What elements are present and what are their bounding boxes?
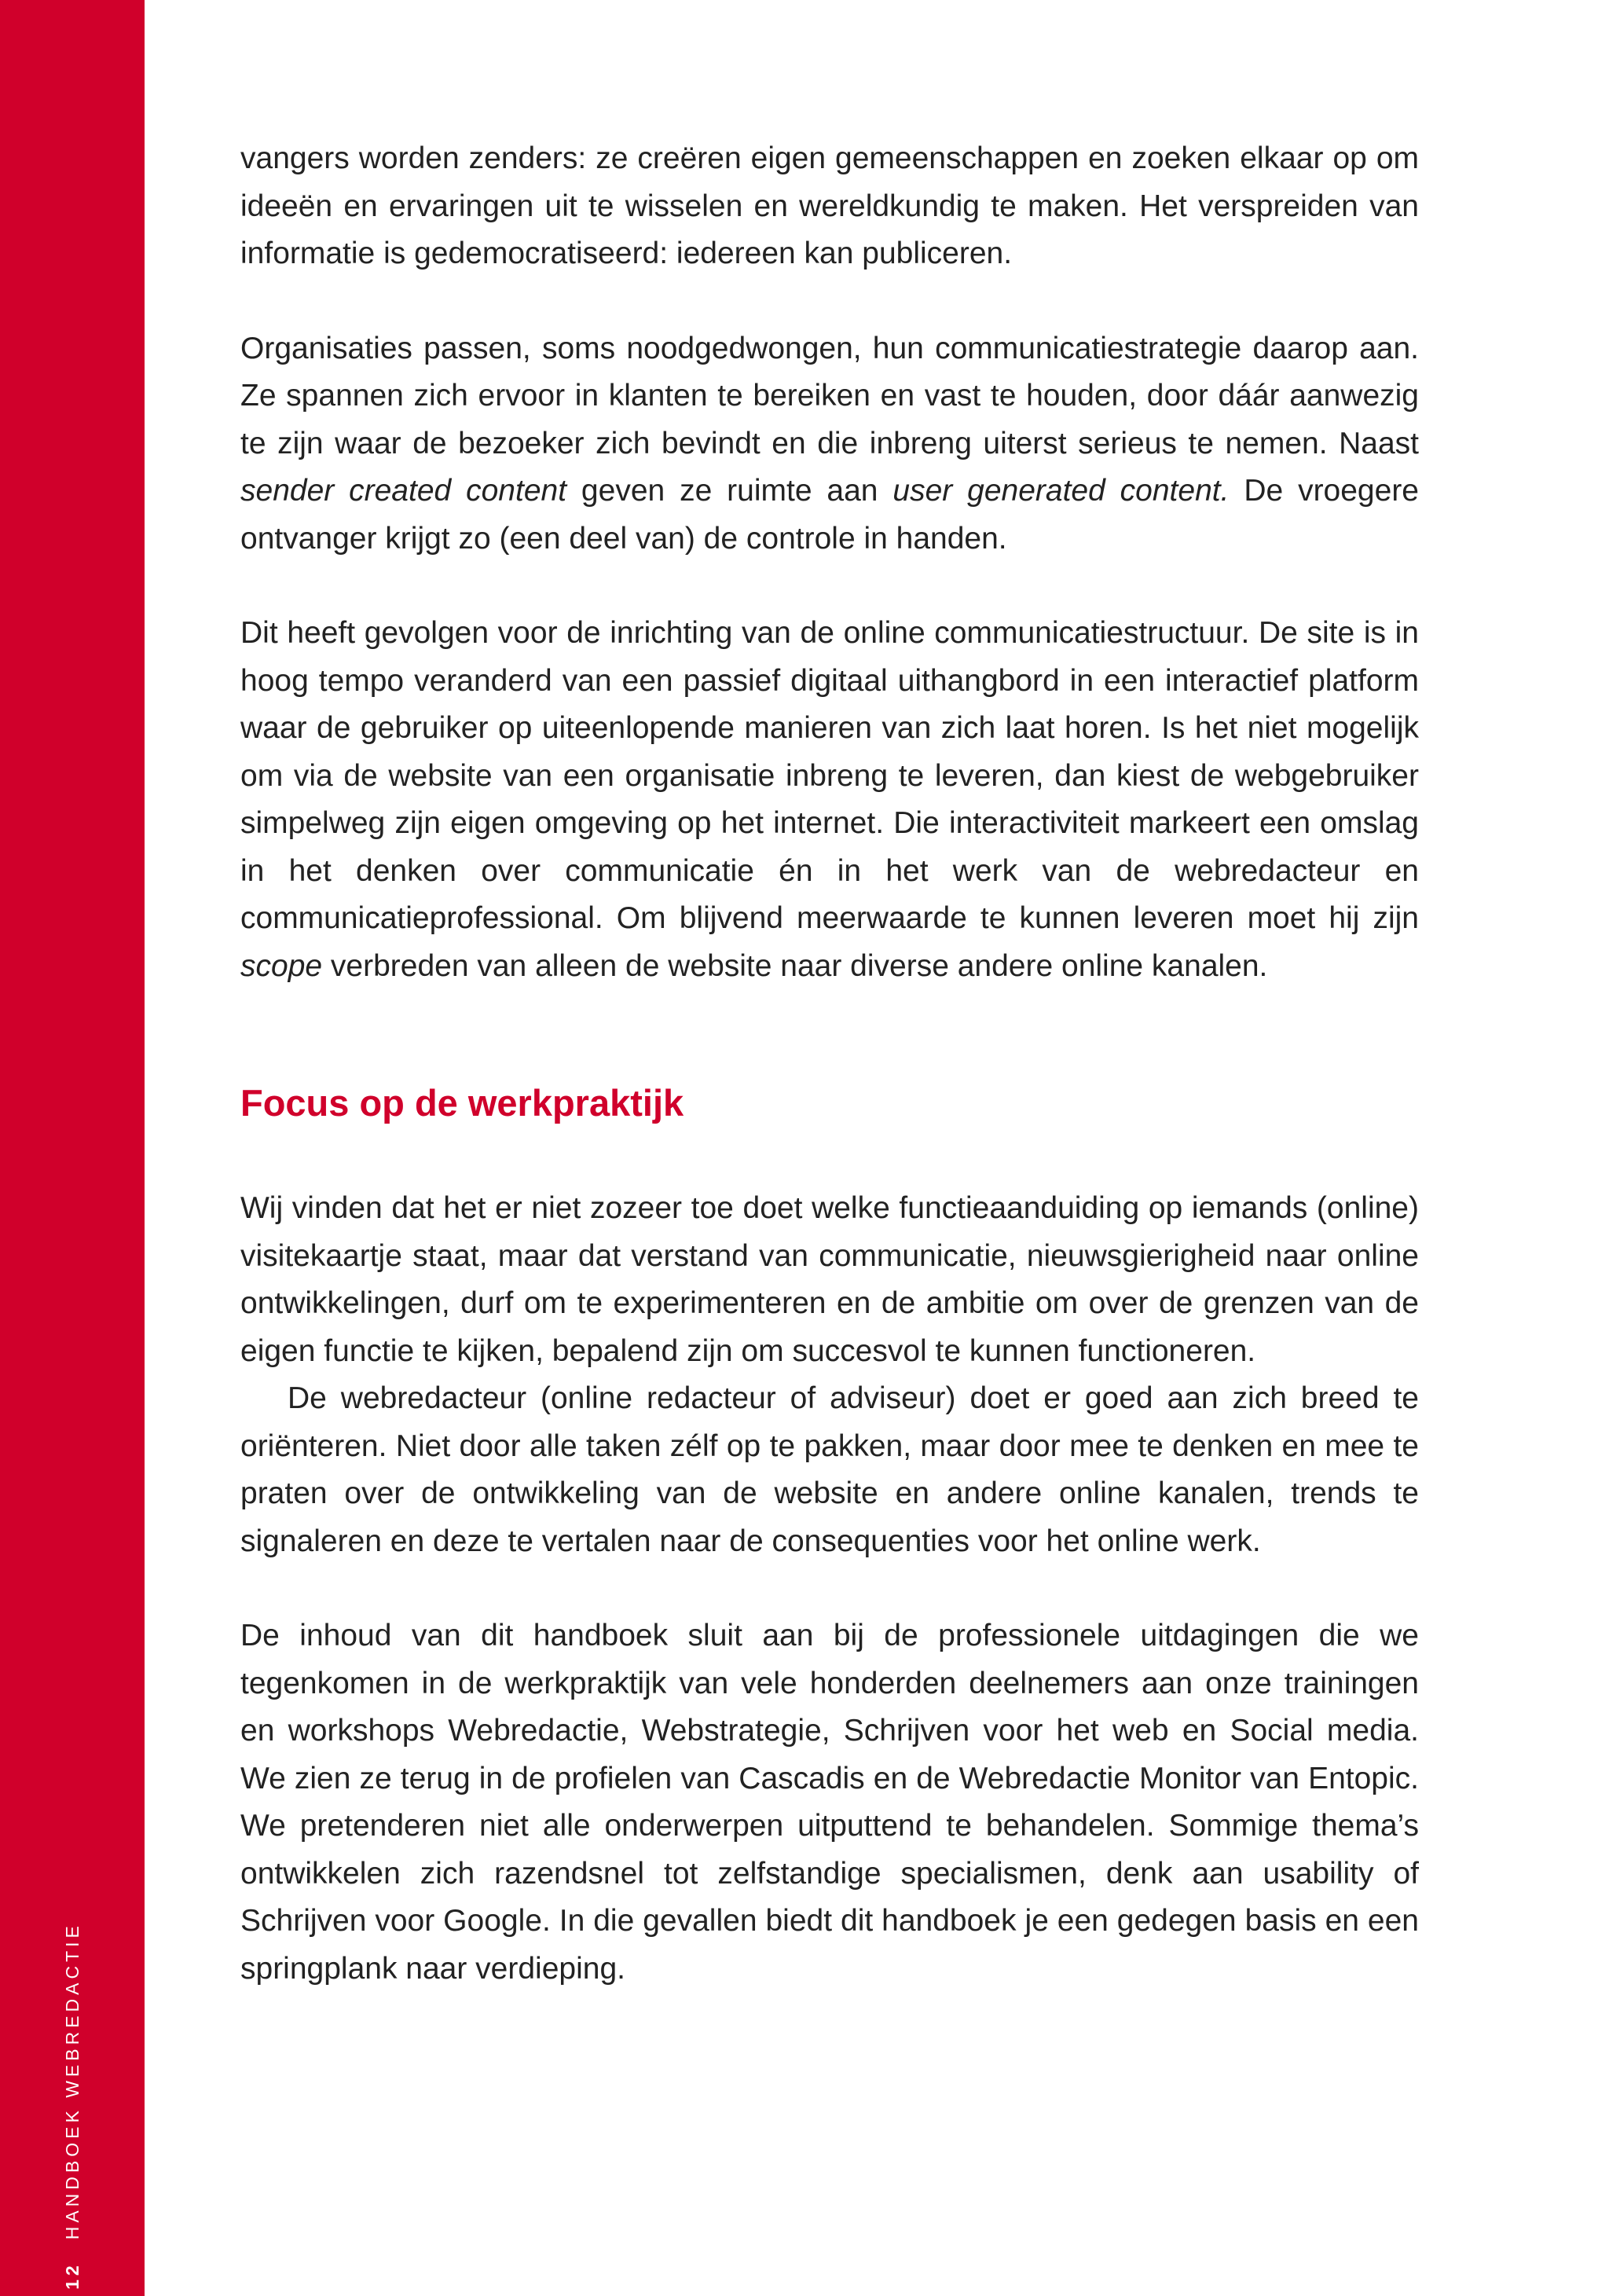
paragraph-2-text-b: geven ze ruimte aan [566,474,893,508]
page-body [240,135,1419,1993]
sidebar-band [0,0,145,2296]
paragraph-3 [240,610,1419,990]
running-head [60,1922,84,2290]
paragraph-2-emphasis-2: user generated content. [892,474,1230,508]
paragraph-4: Wij vinden dat het er niet zozeer toe doet welke functieaanduiding op iemands (online) visitekaartje staat, maar dat verstand van communicatie, nieuwsgierigheid naar online ontwikkelingen, durf om te experimenteren en de ambitie om over de grenzen van de eigen functie te kijken, bepalend zijn om succesvol te kunnen functioneren. [240,1191,1419,1368]
paragraph-2-text-c: De vroegere ontvanger krijgt zo (een deel van) de controle in handen. [240,474,1419,556]
section-heading: Focus op de werkpraktijk [240,1082,684,1124]
paragraph-5: De webredacteur (online redacteur of adviseur) doet er goed aan zich breed te oriënteren. Niet door alle taken zélf op te pakken, maar door mee te denken en mee te praten over de ontwikkeling van de website en andere online kanalen, trends te signaleren en deze te vertalen naar de consequenties voor het online werk. [240,1381,1419,1558]
paragraph-2-text-a: Organisaties passen, soms noodgedwongen, hun communicatiestrategie daarop aan. Ze spannen zich ervoor in klanten te bereiken en vast te houden, door dáár aanwezig te zijn waar de bezoeker zich bevindt en die inbreng uiterst serieus te nemen. Naast [240,331,1419,460]
book-title: HANDBOEK WEBREDACTIE [62,1922,82,2240]
page-number: 12 [62,2261,82,2290]
paragraph-6: De inhoud van dit handboek sluit aan bij de professionele uitdagingen die we tegenkomen in de werkpraktijk van vele honderden deelnemers aan onze trainingen en workshops Webredactie, Webstrategie, Schrijven voor het web en Social media. We zien ze terug in de profielen van Cascadis en de Webredactie Monitor van Entopic. We pretenderen niet alle onderwerpen uitputtend te behandelen. Sommige thema’s ontwikkelen zich razendsnel tot zelfstandige specialismen, denk aan usability of Schrijven voor Google. In die gevallen biedt dit handboek je een gedegen basis en een springplank naar verdieping. [240,1619,1419,1986]
paragraph-1: vangers worden zenders: ze creëren eigen gemeenschappen en zoeken elkaar op om ideeën en ervaringen uit te wisselen en wereldkundig te maken. Het verspreiden van informatie is gedemocratiseerd: iedereen kan publiceren. [240,141,1419,270]
paragraph-3-emphasis: scope [240,948,323,983]
paragraph-2 [240,325,1419,563]
paragraph-3-text-a: Dit heeft gevolgen voor de inrichting van de online communicatiestructuur. De site is in hoog tempo veranderd van een passief digitaal uithangbord in een interactief platform waar de gebruiker op uiteenlopende manieren van zich laat horen. Is het niet mogelijk om via de website van een organisatie inbreng te leveren, dan kiest de webgebruiker simpelweg zijn eigen omgeving op het internet. Die interactiviteit markeert een omslag in het denken over communicatie én in het werk van de webredacteur en communicatieprofessional. Om blijvend meerwaarde te kunnen leveren moet hij zijn [240,616,1419,935]
paragraph-2-emphasis-1: sender created content [240,474,567,508]
paragraph-3-text-b: verbreden van alleen de website naar diverse andere online kanalen. [322,948,1268,983]
